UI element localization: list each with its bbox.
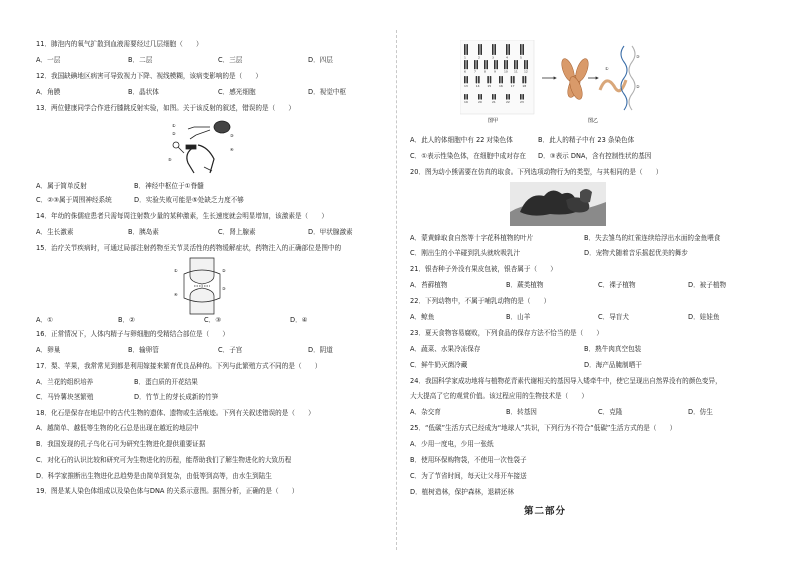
- q14-option-d: D．甲状腺激素: [308, 228, 353, 236]
- q19-option-d: D．③表示 DNA，含有控制性状的基因: [538, 152, 652, 160]
- q14-option-c: C．肾上腺素: [218, 228, 256, 236]
- q11-option-a: A．一层: [36, 56, 61, 64]
- svg-text:②: ②: [222, 268, 226, 273]
- chromosome-number: 4: [506, 55, 508, 60]
- q25-option-a: A．少用一度电，少用一张纸: [410, 440, 494, 448]
- knee-jerk-reflex-figure: [164, 117, 242, 177]
- q11-stem: 11．肺泡内的氧气扩散到血液需要经过几层细胞（ ）: [36, 40, 203, 48]
- chromosome-mark: [466, 44, 468, 55]
- chromosome-mark: [492, 44, 494, 55]
- q20-stem: 20．图为动小熊需要在仿真的取食。下列选项动物行为的类型，与其相同的是（ ）: [410, 168, 663, 176]
- q18-option-a: A．越简单、越低等生物的化石总是出现在越近的地层中: [36, 424, 199, 432]
- q22-option-b: B．山羊: [506, 313, 531, 321]
- q20-option-a: A．蒙黄蜂取食自然等十字花科植物的叶片: [410, 234, 534, 242]
- chromosome-number: 21: [492, 100, 496, 104]
- chromosome-mark: [474, 60, 476, 69]
- q11-option-d: D．四层: [308, 56, 333, 64]
- chromosome-number: 7: [474, 69, 476, 74]
- chromosome-mark: [516, 60, 518, 69]
- q24-option-c: C．克隆: [598, 408, 623, 416]
- q18-option-d: D．科学家推断出生物进化总趋势是由简单到复杂，由低等到高等，由水生到陆生: [36, 472, 272, 480]
- q16-option-c: C．子宫: [218, 346, 243, 354]
- chromosome-number: 9: [494, 69, 496, 74]
- chromosome-number: 11: [514, 69, 518, 74]
- svg-text:③: ③: [230, 133, 234, 138]
- chromosome-number: 14: [475, 83, 480, 88]
- chromosome-mark: [522, 94, 524, 100]
- chromosome-figure: [460, 40, 650, 126]
- q21-option-b: B．蕨类植物: [506, 281, 544, 289]
- q21-stem: 21．银杏种子外没有果皮包被，银杏属于（ ）: [410, 265, 557, 273]
- q16-stem: 16．正常情况下，人体内精子与卵细胞的受精结合部位是（ ）: [36, 330, 230, 338]
- bear-photo: [510, 182, 606, 226]
- q23-stem: 23．夏天食物容易腐败，下列食品的保存方法不恰当的是（ ）: [410, 329, 604, 337]
- chromosome-number: 17: [510, 83, 515, 88]
- q25-stem: 25．“低碳”生活方式已经成为“地球人”共识，下列行为不符合“低碳”生活方式的是（ ）: [410, 424, 677, 432]
- q17-option-c: C．马铃薯块茎繁殖: [36, 393, 94, 401]
- chromosome-mark: [478, 76, 480, 83]
- chromosome-mark: [513, 76, 515, 83]
- chromosome-number: 22: [506, 100, 510, 104]
- q21-option-a: A．苔藓植物: [410, 281, 448, 289]
- chromosome-number: 15: [487, 83, 492, 88]
- chromosome-mark: [480, 44, 482, 55]
- q19-option-a: A．此人的体细胞中有 22 对染色体: [410, 136, 513, 144]
- q14-stem: 14．年幼的侏儒症患者只需每周注射数少量的某种激素，生长速度就会明显增加，该激素是（ ）: [36, 212, 328, 220]
- q20-option-d: D．宠物犬随着音乐摇起优美的舞步: [584, 249, 688, 257]
- q24-stem: 24．我国科学家成功地将与植物花青素代谢相关的基因导入矮牵牛中，使它呈现出自然界没有的颜色变异，: [410, 377, 722, 385]
- chromosome-mark: [524, 60, 526, 69]
- chromosome-mark: [478, 94, 480, 100]
- column-divider: [396, 30, 397, 550]
- svg-text:①: ①: [605, 66, 609, 71]
- chromosome-mark: [506, 60, 508, 69]
- q17-stem: 17．梨、苹果，我常常见到都是利用嫁接来繁育优良品种的。下列与此繁殖方式不同的是（ ）: [36, 362, 322, 370]
- chromosome-mark: [496, 60, 498, 69]
- chromosome-mark: [506, 44, 508, 55]
- q16-option-d: D．阴道: [308, 346, 333, 354]
- chromosome-mark: [522, 76, 524, 83]
- q22-option-c: C．导盲犬: [598, 313, 629, 321]
- q13-option-b: B．神经中枢位于①脊髓: [134, 182, 204, 190]
- q18-option-c: C．对化石的认识比较和研究可为生物进化的历程，能帮助我们了解生物进化的大致历程: [36, 456, 292, 464]
- chromosome-number: 13: [464, 83, 468, 88]
- figure-label-b: 图乙: [588, 118, 599, 124]
- q11-option-c: C．三层: [218, 56, 243, 64]
- q12-option-a: A．角膜: [36, 88, 61, 96]
- chromosome-mark: [464, 94, 466, 100]
- q14-option-b: B．胰岛素: [128, 228, 159, 236]
- chromosome-mark: [526, 60, 528, 69]
- chromosome-mark: [486, 60, 488, 69]
- svg-text:①: ①: [174, 268, 178, 273]
- q23-option-c: C．鲜牛奶灭菌冷藏: [410, 361, 468, 369]
- chromosome-mark: [520, 44, 522, 55]
- chromosome-mark: [522, 44, 524, 55]
- chromosome-mark: [520, 94, 522, 100]
- q15-stem: 15．治疗关节疾病时，可通过局部注射药物至关节灵活性的药物缓解症状，药物注入的正确部位是图中的: [36, 244, 342, 252]
- chromosome-mark: [490, 76, 492, 83]
- q15-option-a: A．①: [36, 316, 54, 324]
- q20-option-b: B．失去雏鸟的红雀连续给浮出水面的金鱼喂食: [584, 234, 721, 242]
- q23-option-b: B．熟牛肉真空包装: [584, 345, 642, 353]
- svg-text:⑤: ⑤: [168, 157, 172, 162]
- q25-option-d: D．植树造林，保护森林，退耕还林: [410, 488, 514, 496]
- q19-stem: 19．图是某人染色体组成以及染色体与DNA 的关系示意图。据图分析，正确的是（ ）: [36, 487, 299, 495]
- figure-label-a: 图甲: [488, 118, 499, 124]
- q17-option-d: D．竹节上的芽长成新的竹笋: [134, 393, 219, 401]
- svg-text:③: ③: [222, 286, 226, 291]
- q13-option-d: D．实验失败可能是⑤处缺乏力度不够: [134, 196, 244, 204]
- q24-option-b: B．转基因: [506, 408, 537, 416]
- chromosome-number: 1: [464, 55, 466, 60]
- q14-option-a: A．生长激素: [36, 228, 74, 236]
- svg-text:③: ③: [636, 54, 640, 59]
- q17-option-b: B．蛋白质的开花结果: [134, 378, 198, 386]
- chromosome-mark: [511, 76, 513, 83]
- q24-option-a: A．杂交育: [410, 408, 441, 416]
- q25-option-c: C．为了节省时间，每天让父母开车接送: [410, 472, 527, 480]
- chromosome-number: 6: [464, 69, 466, 74]
- chromosome-number: 2: [478, 55, 480, 60]
- chromosome-mark: [476, 76, 478, 83]
- q23-option-d: D．海产品腌制晒干: [584, 361, 642, 369]
- chromosome-number: 3: [492, 55, 494, 60]
- q18-stem: 18．化石是保存在地层中的古代生物的遗体、遗物或生活痕迹。下列有关叙述错误的是（ ）: [36, 409, 315, 417]
- chromosome-mark: [464, 44, 466, 55]
- q15-option-b: B．②: [118, 316, 136, 324]
- q19-option-c: C．①表示性染色体，在细胞中成对存在: [410, 152, 527, 160]
- chromosome-mark: [508, 44, 510, 55]
- q16-option-a: A．卵巢: [36, 346, 61, 354]
- svg-text:②: ②: [172, 131, 176, 136]
- chromosome-mark: [494, 60, 496, 69]
- svg-text:④: ④: [230, 147, 234, 152]
- svg-text:②: ②: [636, 84, 640, 89]
- chromosome-number: 10: [504, 69, 508, 74]
- q25-option-b: B．使用环保购物袋，不使用一次性袋子: [410, 456, 527, 464]
- q12-stem: 12．我国缺碘地区病害可导致视力下降、视线模糊，该病变影响的是（ ）: [36, 72, 262, 80]
- chromosome-mark: [494, 44, 496, 55]
- chromosome-number: 16: [499, 83, 503, 88]
- chromosome-mark: [478, 44, 480, 55]
- q17-option-a: A．兰花的组织培养: [36, 378, 94, 386]
- q20-option-c: C．刚出生的小羊碰到乳头就吮吸乳汁: [410, 249, 521, 257]
- q13-stem: 13．两位健康同学合作进行膝跳反射实验，如图。关于该反射的叙述，错误的是（ ）: [36, 104, 295, 112]
- chromosome-mark: [494, 94, 496, 100]
- q13-option-a: A．属于简单反射: [36, 182, 87, 190]
- q22-option-d: D．娃娃鱼: [688, 313, 720, 321]
- q21-option-d: D．被子植物: [688, 281, 727, 289]
- chromosome-mark: [501, 76, 503, 83]
- chromosome-mark: [508, 94, 510, 100]
- chromosome-mark: [525, 76, 527, 83]
- q19-option-b: B．此人的精子中有 23 条染色体: [538, 136, 635, 144]
- q15-option-c: C．③: [204, 316, 222, 324]
- chromosome-mark: [506, 94, 508, 100]
- chromosome-mark: [466, 94, 468, 100]
- chromosome-mark: [499, 76, 501, 83]
- q22-option-a: A．鲸鱼: [410, 313, 435, 321]
- svg-text:④: ④: [174, 292, 178, 297]
- svg-text:①: ①: [172, 123, 176, 128]
- q24-stem-cont: 大大提高了它的观赏价值。该过程应用的生物技术是（ ）: [410, 392, 589, 400]
- chromosome-mark: [464, 76, 466, 83]
- q16-option-b: B．输卵管: [128, 346, 159, 354]
- chromosome-number: 8: [484, 69, 486, 74]
- chromosome-number: 19: [464, 100, 468, 104]
- q22-stem: 22．下列动物中，不属于哺乳动物的是（ ）: [410, 297, 551, 305]
- chromosome-number: 20: [478, 100, 482, 104]
- q13-option-c: C．②③属于周围神经系统: [36, 196, 112, 204]
- chromosome-mark: [476, 60, 478, 69]
- chromosome-number: 18: [522, 83, 527, 88]
- q12-option-b: B．晶状体: [128, 88, 159, 96]
- section-title: 第二部分: [524, 506, 567, 517]
- chromosome-mark: [480, 94, 482, 100]
- chromosome-number: 5: [520, 55, 522, 60]
- chromosome-number: 12: [524, 69, 528, 74]
- q24-option-d: D．仿生: [688, 408, 713, 416]
- chromosome-mark: [504, 60, 506, 69]
- chromosome-mark: [464, 60, 466, 69]
- knee-joint-figure: [172, 256, 232, 316]
- chromosome-mark: [466, 60, 468, 69]
- chromosome-number: 23: [520, 100, 524, 104]
- chromosome-mark: [492, 94, 494, 100]
- q18-option-b: B．我国发现的孔子鸟化石可为研究生物进化提供重要证据: [36, 440, 206, 448]
- q12-option-d: D．视觉中枢: [308, 88, 347, 96]
- q11-option-b: B．二层: [128, 56, 153, 64]
- chromosome-mark: [466, 76, 468, 83]
- q23-option-a: A．蔬菜、水果冷冻保存: [410, 345, 481, 353]
- chromosome-mark: [487, 76, 489, 83]
- chromosome-mark: [484, 60, 486, 69]
- q12-option-c: C．感光细胞: [218, 88, 256, 96]
- q15-option-d: D．④: [290, 316, 308, 324]
- q21-option-c: C．裸子植物: [598, 281, 636, 289]
- chromosome-mark: [514, 60, 516, 69]
